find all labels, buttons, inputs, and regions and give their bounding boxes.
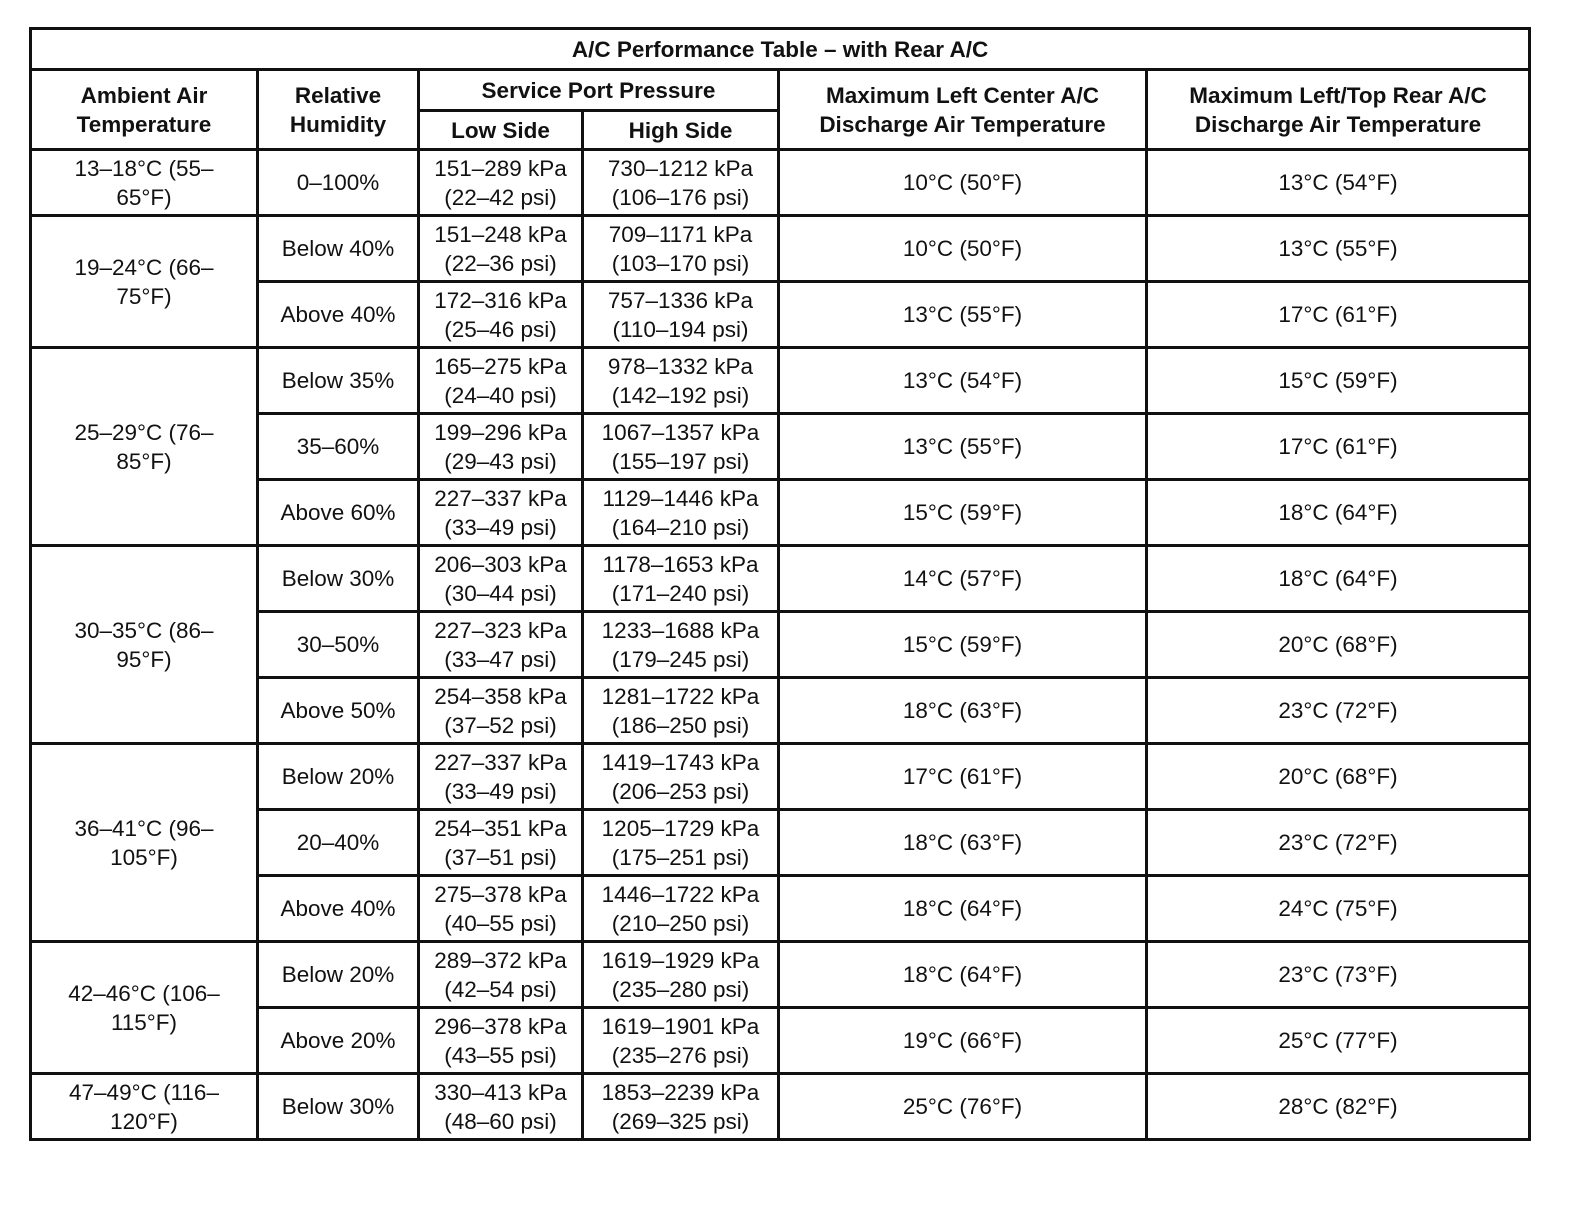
relative-humidity-cell: Below 20% bbox=[258, 942, 419, 1008]
relative-humidity-cell: 30–50% bbox=[258, 612, 419, 678]
rear-discharge-temp-cell: 25°C (77°F) bbox=[1147, 1008, 1530, 1074]
center-discharge-temp-cell: 18°C (63°F) bbox=[779, 810, 1147, 876]
header-max-left-center-discharge: Maximum Left Center A/C Discharge Air Temperature bbox=[779, 70, 1147, 150]
rear-discharge-temp-cell: 20°C (68°F) bbox=[1147, 744, 1530, 810]
low-side-pressure-cell: 199–296 kPa (29–43 psi) bbox=[419, 414, 583, 480]
center-discharge-temp-cell: 19°C (66°F) bbox=[779, 1008, 1147, 1074]
low-side-pressure-cell: 227–337 kPa (33–49 psi) bbox=[419, 744, 583, 810]
relative-humidity-cell: Below 20% bbox=[258, 744, 419, 810]
ambient-temperature-cell: 25–29°C (76– 85°F) bbox=[31, 348, 258, 546]
header-high-side: High Side bbox=[583, 111, 779, 150]
low-side-pressure-cell: 151–248 kPa (22–36 psi) bbox=[419, 216, 583, 282]
high-side-pressure-cell: 1446–1722 kPa (210–250 psi) bbox=[583, 876, 779, 942]
header-relative-humidity: Relative Humidity bbox=[258, 70, 419, 150]
center-discharge-temp-cell: 13°C (54°F) bbox=[779, 348, 1147, 414]
table-row bbox=[31, 150, 1530, 216]
rear-discharge-temp-cell: 24°C (75°F) bbox=[1147, 876, 1530, 942]
table-row bbox=[31, 744, 1530, 810]
low-side-pressure-cell: 289–372 kPa (42–54 psi) bbox=[419, 942, 583, 1008]
ac-performance-table bbox=[29, 27, 1531, 1141]
center-discharge-temp-cell: 13°C (55°F) bbox=[779, 414, 1147, 480]
center-discharge-temp-cell: 15°C (59°F) bbox=[779, 612, 1147, 678]
center-discharge-temp-cell: 18°C (63°F) bbox=[779, 678, 1147, 744]
high-side-pressure-cell: 1067–1357 kPa (155–197 psi) bbox=[583, 414, 779, 480]
ambient-temperature-cell: 19–24°C (66– 75°F) bbox=[31, 216, 258, 348]
high-side-pressure-cell: 1853–2239 kPa (269–325 psi) bbox=[583, 1074, 779, 1140]
rear-discharge-temp-cell: 28°C (82°F) bbox=[1147, 1074, 1530, 1140]
center-discharge-temp-cell: 13°C (55°F) bbox=[779, 282, 1147, 348]
table-row bbox=[31, 348, 1530, 414]
low-side-pressure-cell: 296–378 kPa (43–55 psi) bbox=[419, 1008, 583, 1074]
high-side-pressure-cell: 1619–1929 kPa (235–280 psi) bbox=[583, 942, 779, 1008]
low-side-pressure-cell: 227–323 kPa (33–47 psi) bbox=[419, 612, 583, 678]
center-discharge-temp-cell: 10°C (50°F) bbox=[779, 216, 1147, 282]
relative-humidity-cell: Above 40% bbox=[258, 876, 419, 942]
low-side-pressure-cell: 172–316 kPa (25–46 psi) bbox=[419, 282, 583, 348]
ambient-temperature-cell: 36–41°C (96– 105°F) bbox=[31, 744, 258, 942]
rear-discharge-temp-cell: 18°C (64°F) bbox=[1147, 480, 1530, 546]
rear-discharge-temp-cell: 20°C (68°F) bbox=[1147, 612, 1530, 678]
rear-discharge-temp-cell: 13°C (54°F) bbox=[1147, 150, 1530, 216]
relative-humidity-cell: Below 35% bbox=[258, 348, 419, 414]
relative-humidity-cell: 20–40% bbox=[258, 810, 419, 876]
low-side-pressure-cell: 330–413 kPa (48–60 psi) bbox=[419, 1074, 583, 1140]
relative-humidity-cell: Below 30% bbox=[258, 1074, 419, 1140]
relative-humidity-cell: Below 30% bbox=[258, 546, 419, 612]
rear-discharge-temp-cell: 23°C (72°F) bbox=[1147, 810, 1530, 876]
low-side-pressure-cell: 206–303 kPa (30–44 psi) bbox=[419, 546, 583, 612]
center-discharge-temp-cell: 17°C (61°F) bbox=[779, 744, 1147, 810]
relative-humidity-cell: Above 20% bbox=[258, 1008, 419, 1074]
rear-discharge-temp-cell: 18°C (64°F) bbox=[1147, 546, 1530, 612]
high-side-pressure-cell: 730–1212 kPa (106–176 psi) bbox=[583, 150, 779, 216]
relative-humidity-cell: Above 40% bbox=[258, 282, 419, 348]
relative-humidity-cell: Above 50% bbox=[258, 678, 419, 744]
high-side-pressure-cell: 1419–1743 kPa (206–253 psi) bbox=[583, 744, 779, 810]
ambient-temperature-cell: 42–46°C (106– 115°F) bbox=[31, 942, 258, 1074]
center-discharge-temp-cell: 15°C (59°F) bbox=[779, 480, 1147, 546]
low-side-pressure-cell: 151–289 kPa (22–42 psi) bbox=[419, 150, 583, 216]
center-discharge-temp-cell: 18°C (64°F) bbox=[779, 876, 1147, 942]
high-side-pressure-cell: 1205–1729 kPa (175–251 psi) bbox=[583, 810, 779, 876]
high-side-pressure-cell: 1233–1688 kPa (179–245 psi) bbox=[583, 612, 779, 678]
high-side-pressure-cell: 757–1336 kPa (110–194 psi) bbox=[583, 282, 779, 348]
rear-discharge-temp-cell: 23°C (72°F) bbox=[1147, 678, 1530, 744]
table-title: A/C Performance Table – with Rear A/C bbox=[31, 29, 1530, 70]
header-service-port-pressure: Service Port Pressure bbox=[419, 70, 779, 111]
header-max-left-top-rear-discharge: Maximum Left/Top Rear A/C Discharge Air Temperature bbox=[1147, 70, 1530, 150]
high-side-pressure-cell: 978–1332 kPa (142–192 psi) bbox=[583, 348, 779, 414]
header-low-side: Low Side bbox=[419, 111, 583, 150]
low-side-pressure-cell: 254–351 kPa (37–51 psi) bbox=[419, 810, 583, 876]
table-row bbox=[31, 1074, 1530, 1140]
relative-humidity-cell: 35–60% bbox=[258, 414, 419, 480]
high-side-pressure-cell: 1129–1446 kPa (164–210 psi) bbox=[583, 480, 779, 546]
table-row bbox=[31, 942, 1530, 1008]
rear-discharge-temp-cell: 23°C (73°F) bbox=[1147, 942, 1530, 1008]
table-header bbox=[31, 29, 1530, 150]
center-discharge-temp-cell: 18°C (64°F) bbox=[779, 942, 1147, 1008]
table-row bbox=[31, 216, 1530, 282]
rear-discharge-temp-cell: 15°C (59°F) bbox=[1147, 348, 1530, 414]
ambient-temperature-cell: 13–18°C (55– 65°F) bbox=[31, 150, 258, 216]
relative-humidity-cell: Below 40% bbox=[258, 216, 419, 282]
table-row bbox=[31, 546, 1530, 612]
high-side-pressure-cell: 1178–1653 kPa (171–240 psi) bbox=[583, 546, 779, 612]
center-discharge-temp-cell: 10°C (50°F) bbox=[779, 150, 1147, 216]
center-discharge-temp-cell: 25°C (76°F) bbox=[779, 1074, 1147, 1140]
relative-humidity-cell: Above 60% bbox=[258, 480, 419, 546]
ambient-temperature-cell: 47–49°C (116– 120°F) bbox=[31, 1074, 258, 1140]
rear-discharge-temp-cell: 13°C (55°F) bbox=[1147, 216, 1530, 282]
relative-humidity-cell: 0–100% bbox=[258, 150, 419, 216]
low-side-pressure-cell: 227–337 kPa (33–49 psi) bbox=[419, 480, 583, 546]
high-side-pressure-cell: 1281–1722 kPa (186–250 psi) bbox=[583, 678, 779, 744]
high-side-pressure-cell: 1619–1901 kPa (235–276 psi) bbox=[583, 1008, 779, 1074]
high-side-pressure-cell: 709–1171 kPa (103–170 psi) bbox=[583, 216, 779, 282]
ambient-temperature-cell: 30–35°C (86– 95°F) bbox=[31, 546, 258, 744]
rear-discharge-temp-cell: 17°C (61°F) bbox=[1147, 282, 1530, 348]
header-ambient-air-temperature: Ambient Air Temperature bbox=[31, 70, 258, 150]
table-body bbox=[31, 150, 1530, 1140]
rear-discharge-temp-cell: 17°C (61°F) bbox=[1147, 414, 1530, 480]
center-discharge-temp-cell: 14°C (57°F) bbox=[779, 546, 1147, 612]
low-side-pressure-cell: 275–378 kPa (40–55 psi) bbox=[419, 876, 583, 942]
low-side-pressure-cell: 254–358 kPa (37–52 psi) bbox=[419, 678, 583, 744]
low-side-pressure-cell: 165–275 kPa (24–40 psi) bbox=[419, 348, 583, 414]
